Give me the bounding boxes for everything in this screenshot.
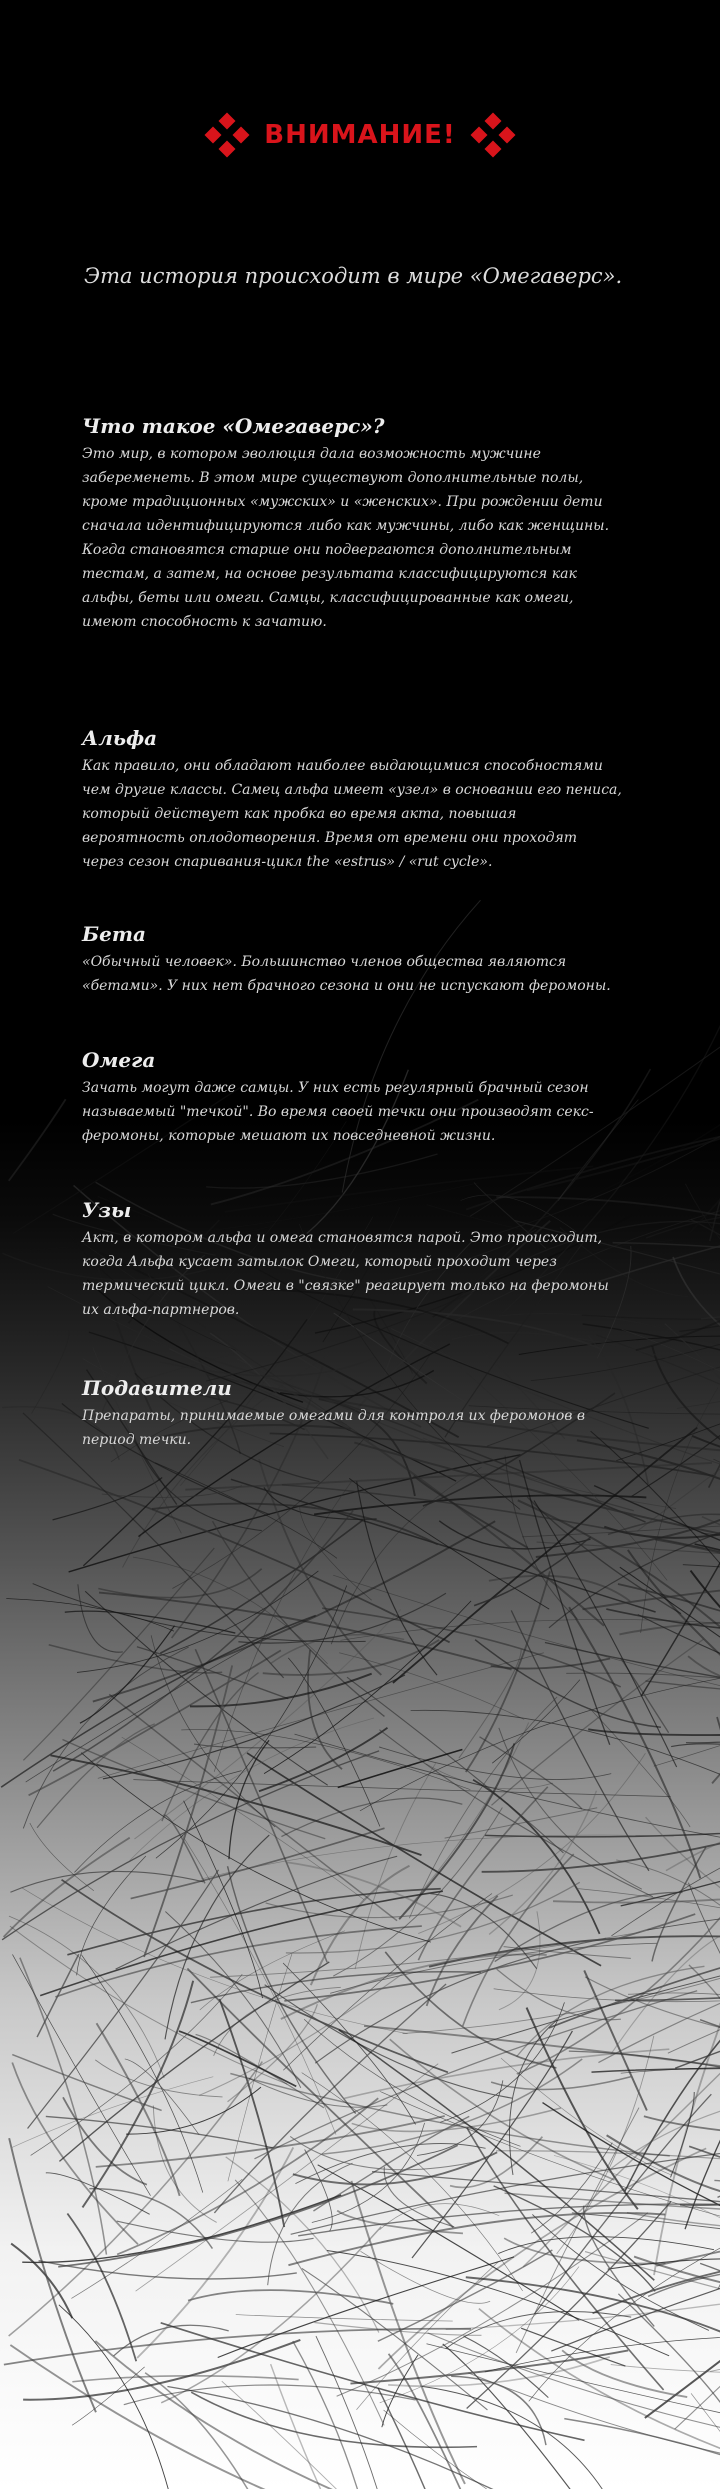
section-suppressants (82, 1376, 622, 1452)
section-title: Омега (82, 1048, 156, 1072)
section-omegaverse (82, 414, 622, 634)
section-alpha (82, 726, 622, 874)
section-bond (82, 1198, 622, 1322)
section-body: Как правило, они обладают наиболее выдающимися способностями чем другие классы. Самец альфа имеет «узел» в основании его пениса, который действует как пробка во время акта, повышая вероятность оплодотворения. Время от времени они проходят через сезон спаривания-цикл the «estrus» / «rut cycle». (82, 758, 622, 870)
section-title: Подавители (82, 1376, 232, 1400)
warning-banner (0, 112, 720, 158)
section-body: Зачать могут даже самцы. У них есть регулярный брачный сезон называемый "течкой". Во время своей течки они производят секс-феромоны, которые мешают их повседневной жизни. (82, 1080, 594, 1144)
section-title: Узы (82, 1198, 132, 1222)
section-omega (82, 1048, 622, 1148)
section-title: Альфа (82, 726, 158, 750)
section-body: Это мир, в котором эволюция дала возможность мужчине забеременеть. В этом мире существуют дополнительные полы, кроме традиционных «мужских» и «женских». При рождении дети сначала идентифицируются либо как мужчины, либо как женщины. Когда становятся старше они подвергаются дополнительным тестам, а затем, на основе результата классифицируются как альфы, беты или омеги. Самцы, классифицированные как омеги, имеют способность к зачатию. (82, 446, 610, 630)
diamond-ornament-icon (204, 112, 250, 158)
section-title: Бета (82, 922, 146, 946)
diamond-ornament-icon (470, 112, 516, 158)
warning-title: ВНИМАНИЕ! (264, 120, 456, 150)
intro-text: Эта история происходит в мире «Омегаверс». (84, 264, 623, 288)
section-body: «Обычный человек». Большинство членов общества являются «бетами». У них нет брачного сезона и они не испускают феромоны. (82, 954, 611, 994)
section-title: Что такое «Омегаверс»? (82, 414, 385, 438)
section-body: Препараты, принимаемые омегами для контроля их феромонов в период течки. (82, 1408, 585, 1448)
section-body: Акт, в котором альфа и омега становятся парой. Это происходит, когда Альфа кусает затылок Омеги, который проходит через термический цикл. Омеги в "связке" реагирует только на феромоны их альфа-партнеров. (82, 1230, 609, 1318)
section-beta (82, 922, 622, 998)
